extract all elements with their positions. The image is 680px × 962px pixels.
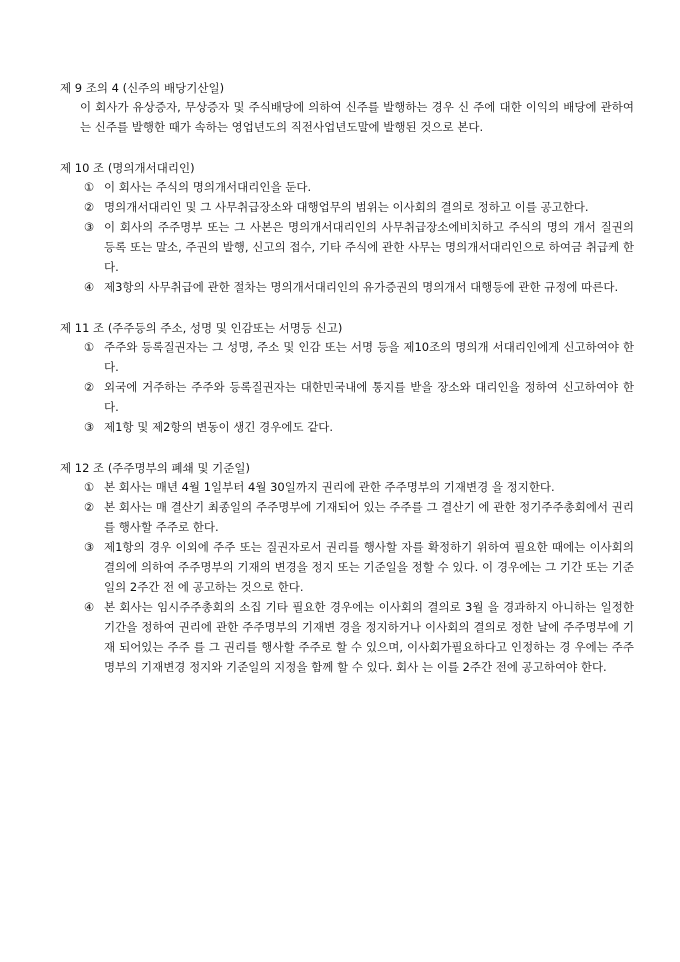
clause-number: ② bbox=[83, 200, 95, 214]
clause-text: 본 회사는 임시주주총회의 소집 기타 필요한 경우에는 이사회의 결의로 3월 을 경과하지 아니하는 일정한 기간을 정하여 권리에 관한 주주명부의 기재변 경을 정지하거나 이사회의 결의로 정한 날에 주주명부에 기재 되어있는 주주 를 그 권리를 행사할 주주로 할 수 있으며, 이사회가필요하다고 인정하는 경 우에는 주주명부의 기재변경 정지와 기준일의 지정을 함께 할 수 있다. 회사 는 이를 2주간 전에 공고하여야 한다. bbox=[104, 600, 634, 674]
clause-text: 이 회사는 주식의 명의개서대리인을 둔다. bbox=[104, 180, 312, 194]
clause-item bbox=[60, 337, 634, 377]
article-10 bbox=[60, 159, 634, 297]
clause-list bbox=[60, 177, 634, 297]
clause-text: 주주와 등록질권자는 그 성명, 주소 및 인감 또는 서명 등을 제10조의 명의개 서대리인에게 신고하여야 한다. bbox=[104, 340, 634, 374]
clause-item bbox=[60, 277, 634, 297]
article-heading: 제 11 조 (주주등의 주소, 성명 및 인감또는 서명등 신고) bbox=[60, 321, 343, 335]
clause-number: ② bbox=[83, 380, 95, 394]
article-body: 이 회사가 유상증자, 무상증자 및 주식배당에 의하여 신주를 발행하는 경우 신 주에 대한 이익의 배당에 관하여는 신주를 발행한 때가 속하는 영업년도의 직전사업년도말에 발행된 것으로 본다. bbox=[80, 100, 634, 134]
clause-number: ② bbox=[83, 500, 95, 514]
clause-item bbox=[60, 177, 634, 197]
article-heading: 제 9 조의 4 (신주의 배당기산일) bbox=[60, 81, 225, 95]
clause-text: 명의개서대리인 및 그 사무취급장소와 대행업무의 범위는 이사회의 결의로 정하고 이를 공고한다. bbox=[104, 200, 589, 214]
article-heading: 제 12 조 (주주명부의 폐쇄 및 기준일) bbox=[60, 461, 250, 475]
clause-item bbox=[60, 217, 634, 277]
clause-list bbox=[60, 337, 634, 437]
article-9-4 bbox=[60, 79, 634, 137]
article-12 bbox=[60, 459, 634, 677]
clause-number: ④ bbox=[83, 600, 95, 614]
article-11 bbox=[60, 319, 634, 437]
clause-item bbox=[60, 197, 634, 217]
clause-text: 제3항의 사무취급에 관한 절차는 명의개서대리인의 유가증권의 명의개서 대행등에 관한 규정에 따른다. bbox=[104, 280, 619, 294]
clause-number: ③ bbox=[83, 420, 95, 434]
clause-number: ① bbox=[83, 340, 95, 354]
clause-text: 이 회사의 주주명부 또는 그 사본은 명의개서대리인의 사무취급장소에비치하고 주식의 명의 개서 질권의 등록 또는 말소, 주권의 발행, 신고의 접수, 기타 주식에 관한 사무는 명의개서대리인으로 하여금 취급케 한다. bbox=[104, 220, 634, 274]
clause-item bbox=[60, 377, 634, 417]
clause-number: ④ bbox=[83, 280, 95, 294]
clause-list bbox=[60, 477, 634, 677]
clause-text: 본 회사는 매 결산기 최종일의 주주명부에 기재되어 있는 주주를 그 결산기 에 관한 정기주주총회에서 권리를 행사할 주주로 한다. bbox=[104, 500, 635, 534]
clause-text: 제1항 및 제2항의 변동이 생긴 경우에도 같다. bbox=[104, 420, 334, 434]
clause-text: 본 회사는 매년 4월 1일부터 4월 30일까지 권리에 관한 주주명부의 기재변경 을 정지한다. bbox=[104, 480, 555, 494]
clause-number: ③ bbox=[83, 220, 95, 234]
clause-item bbox=[60, 597, 634, 677]
clause-number: ① bbox=[83, 180, 95, 194]
clause-text: 제1항의 경우 이외에 주주 또는 질권자로서 권리를 행사할 자를 확정하기 위하여 필요한 때에는 이사회의 결의에 의하여 주주명부의 기재의 변경을 정지 또는 기준일을 정할 수 있다. 이 경우에는 그 기간 또는 기준일의 2주간 전 에 공고하는 것으로 한다. bbox=[104, 540, 634, 594]
clause-item bbox=[60, 497, 634, 537]
article-heading: 제 10 조 (명의개서대리인) bbox=[60, 161, 195, 175]
clause-number: ① bbox=[83, 480, 95, 494]
clause-number: ③ bbox=[83, 540, 95, 554]
clause-item bbox=[60, 537, 634, 597]
clause-item bbox=[60, 417, 634, 437]
clause-text: 외국에 거주하는 주주와 등록질권자는 대한민국내에 통지를 받을 장소와 대리인을 정하여 신고하여야 한다. bbox=[104, 380, 634, 414]
clause-item bbox=[60, 477, 634, 497]
